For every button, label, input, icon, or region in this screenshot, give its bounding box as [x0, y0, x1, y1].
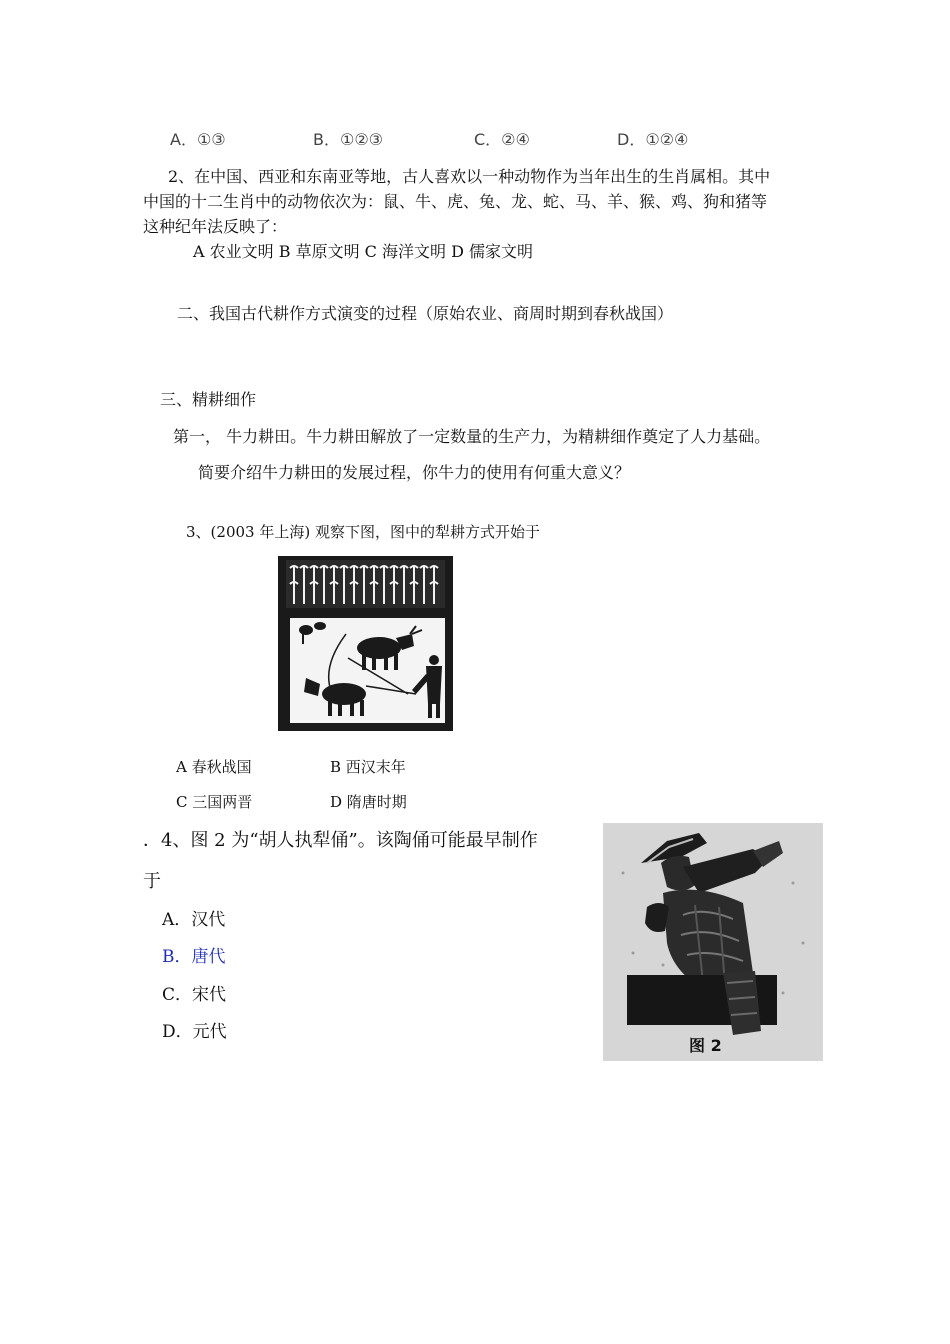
q1-option-a: A．①③	[170, 130, 226, 149]
q1-option-d: D．①②④	[617, 130, 689, 149]
q2-line-2: 中国的十二生肖中的动物依次为：鼠、牛、虎、兔、龙、蛇、马、羊、猴、鸡、狗和猪等	[143, 192, 768, 211]
q3-option-d: D 隋唐时期	[330, 793, 407, 811]
q2-line-3: 这种纪年法反映了：	[143, 217, 288, 236]
section-3-heading: 三、精耕细作	[160, 390, 257, 409]
q1-option-b: B．①②③	[313, 130, 384, 149]
section-2-heading: 二、我国古代耕作方式演变的过程（原始农业、商周时期到春秋战国）	[177, 304, 674, 323]
section-3-prompt: 简要介绍牛力耕田的发展过程，你牛力的使用有何重大意义？	[198, 463, 631, 482]
q1-option-c: C．②④	[474, 130, 530, 149]
q4-option-c: C．宋代	[162, 985, 227, 1005]
q4-option-a: A．汉代	[162, 910, 226, 930]
q2-line-1: 2、在中国、西亚和东南亚等地，古人喜欢以一种动物作为当年出生的生肖属相。其中	[168, 167, 771, 186]
q3-stem: 3、(2003 年上海) 观察下图，图中的犁耕方式开始于	[186, 523, 540, 541]
q3-option-b: B 西汉末年	[330, 758, 406, 776]
q4-stem-line-2: 于	[143, 871, 161, 892]
q3-option-a: A 春秋战国	[176, 758, 252, 776]
q2-options: A 农业文明 B 草原文明 C 海洋文明 D 儒家文明	[193, 242, 533, 261]
ox-plowing-figure	[276, 554, 455, 733]
q4-option-b: B．唐代	[162, 947, 226, 967]
pottery-figurine-figure	[603, 823, 823, 1061]
section-3-first: 第一， 牛力耕田。牛力耕田解放了一定数量的生产力，为精耕细作奠定了人力基础。	[173, 427, 771, 446]
q4-stem-line-1: ．4、图 2 为“胡人执犁俑”。该陶俑可能最早制作	[143, 830, 538, 851]
figure-2-caption: 图 2	[689, 1036, 722, 1055]
q4-option-d: D．元代	[162, 1022, 227, 1042]
q3-option-c: C 三国两晋	[176, 793, 253, 811]
